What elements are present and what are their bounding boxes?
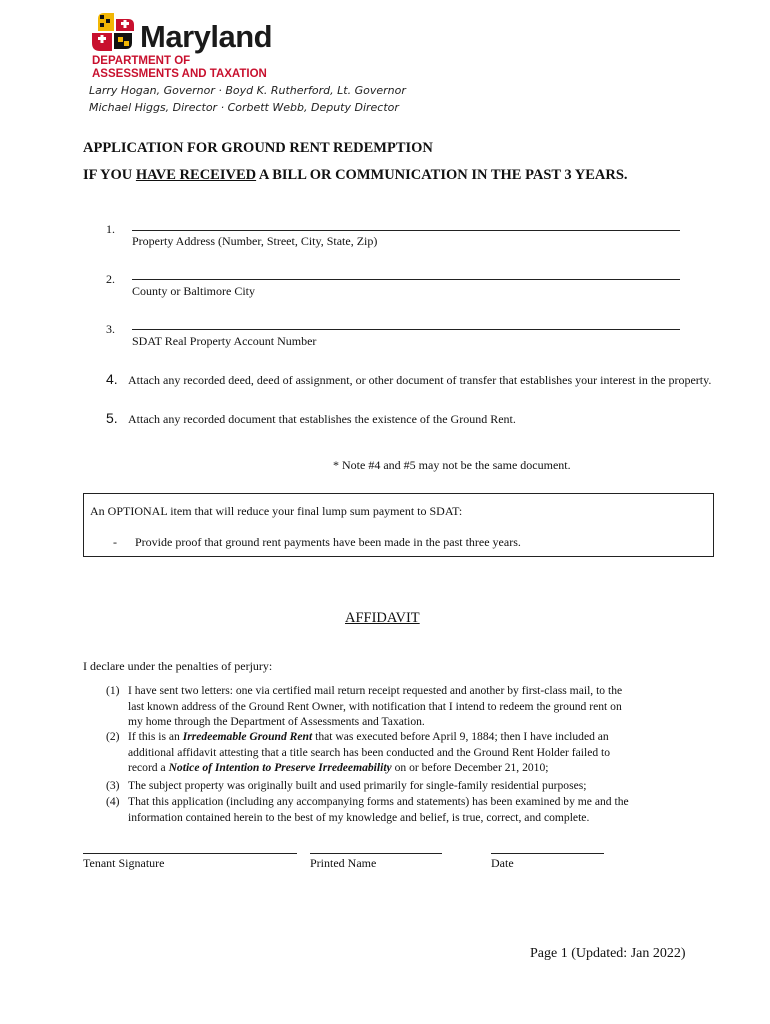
item-number: 4. (106, 371, 118, 387)
field-caption: Property Address (Number, Street, City, State, Zip) (132, 234, 378, 248)
signature-label: Tenant Signature (83, 856, 165, 870)
item-number: (2) (106, 730, 120, 743)
affidavit-line: last known address of the Ground Rent Owner, with notification that I intend to redeem the ground rent on (128, 699, 622, 713)
property-address-field[interactable] (132, 230, 680, 231)
logo-text: Maryland (140, 19, 273, 54)
emphasis-notice: Notice of Intention to Preserve Irredeemability (168, 761, 392, 774)
affidavit-line: The subject property was originally built and used primarily for single-family residential purposes; (128, 779, 587, 792)
line-text: on or before December 21, 2010; (391, 761, 549, 774)
page-subtitle (83, 167, 628, 184)
subtitle-prefix: IF YOU (83, 167, 136, 183)
affidavit-line: That this application (including any accompanying forms and statements) has been examined by me and the (128, 795, 629, 808)
note: * Note #4 and #5 may not be the same document. (333, 458, 571, 472)
affidavit-line: information contained herein to the best of my knowledge and belief, is true, correct, and complete. (128, 810, 590, 824)
officials (89, 82, 406, 116)
department-name (92, 55, 267, 81)
county-field[interactable] (132, 279, 680, 280)
department-line2: ASSESSMENTS AND TAXATION (92, 68, 267, 80)
affidavit-item (106, 683, 706, 730)
subtitle-underlined: HAVE RECEIVED (135, 167, 257, 183)
field-number: 1. (106, 222, 115, 236)
affidavit-item (106, 778, 706, 794)
affidavit-intro: I declare under the penalties of perjury: (83, 659, 273, 673)
emphasis-irredeemable: Irredeemable Ground Rent (182, 730, 313, 743)
maryland-flag-icon (92, 13, 138, 51)
affidavit-item (106, 794, 706, 825)
item-number: 5. (106, 410, 118, 426)
field-caption: County or Baltimore City (132, 284, 255, 298)
signature-label: Printed Name (310, 856, 377, 870)
affidavit-line: my home through the Department of Assessments and Taxation. (128, 715, 425, 728)
line-text: record a (128, 761, 169, 774)
line-text: that was executed before April 9, 1884; then I have included an (312, 730, 609, 743)
affidavit-item (106, 729, 706, 776)
subtitle-suffix: A BILL OR COMMUNICATION IN THE PAST 3 YEARS. (256, 167, 628, 183)
attachment-item (106, 371, 711, 388)
affidavit-line (128, 729, 706, 745)
field-caption: SDAT Real Property Account Number (132, 334, 317, 348)
field-number: 3. (106, 322, 115, 336)
optional-bullet: - (113, 535, 117, 549)
account-number-field[interactable] (132, 329, 680, 330)
item-number: (4) (106, 795, 120, 808)
field-number: 2. (106, 272, 115, 286)
affidavit-line: I have sent two letters: one via certified mail return receipt requested and another by first-class mail, to the (128, 684, 623, 697)
item-text: Attach any recorded deed, deed of assignment, or other document of transfer that establishes your interest in the property. (128, 373, 712, 387)
affidavit-line: additional affidavit attesting that a title search has been conducted and the Ground Rent Holder failed to (128, 745, 611, 759)
affidavit-line (128, 760, 706, 776)
date-field[interactable] (491, 853, 604, 854)
signature-label: Date (491, 856, 514, 870)
line-text: If this is an (128, 730, 183, 743)
tenant-signature-field[interactable] (83, 853, 297, 854)
department-line1: DEPARTMENT OF (92, 55, 191, 67)
optional-item-box (83, 493, 714, 557)
page-footer: Page 1 (Updated: Jan 2022) (530, 946, 686, 961)
officials-line2: Michael Higgs, Director · Corbett Webb, Deputy Director (89, 101, 399, 114)
item-number: (3) (106, 779, 120, 792)
item-number: (1) (106, 684, 120, 697)
affidavit-title: AFFIDAVIT (345, 610, 420, 626)
attachment-item (106, 410, 516, 427)
optional-heading: An OPTIONAL item that will reduce your final lump sum payment to SDAT: (90, 504, 463, 518)
maryland-logo (92, 13, 282, 53)
optional-item: Provide proof that ground rent payments have been made in the past three years. (135, 535, 521, 549)
page-title: APPLICATION FOR GROUND RENT REDEMPTION (83, 140, 433, 156)
printed-name-field[interactable] (310, 853, 442, 854)
item-text: Attach any recorded document that establishes the existence of the Ground Rent. (128, 412, 516, 426)
officials-line1: Larry Hogan, Governor · Boyd K. Rutherford, Lt. Governor (89, 84, 406, 97)
